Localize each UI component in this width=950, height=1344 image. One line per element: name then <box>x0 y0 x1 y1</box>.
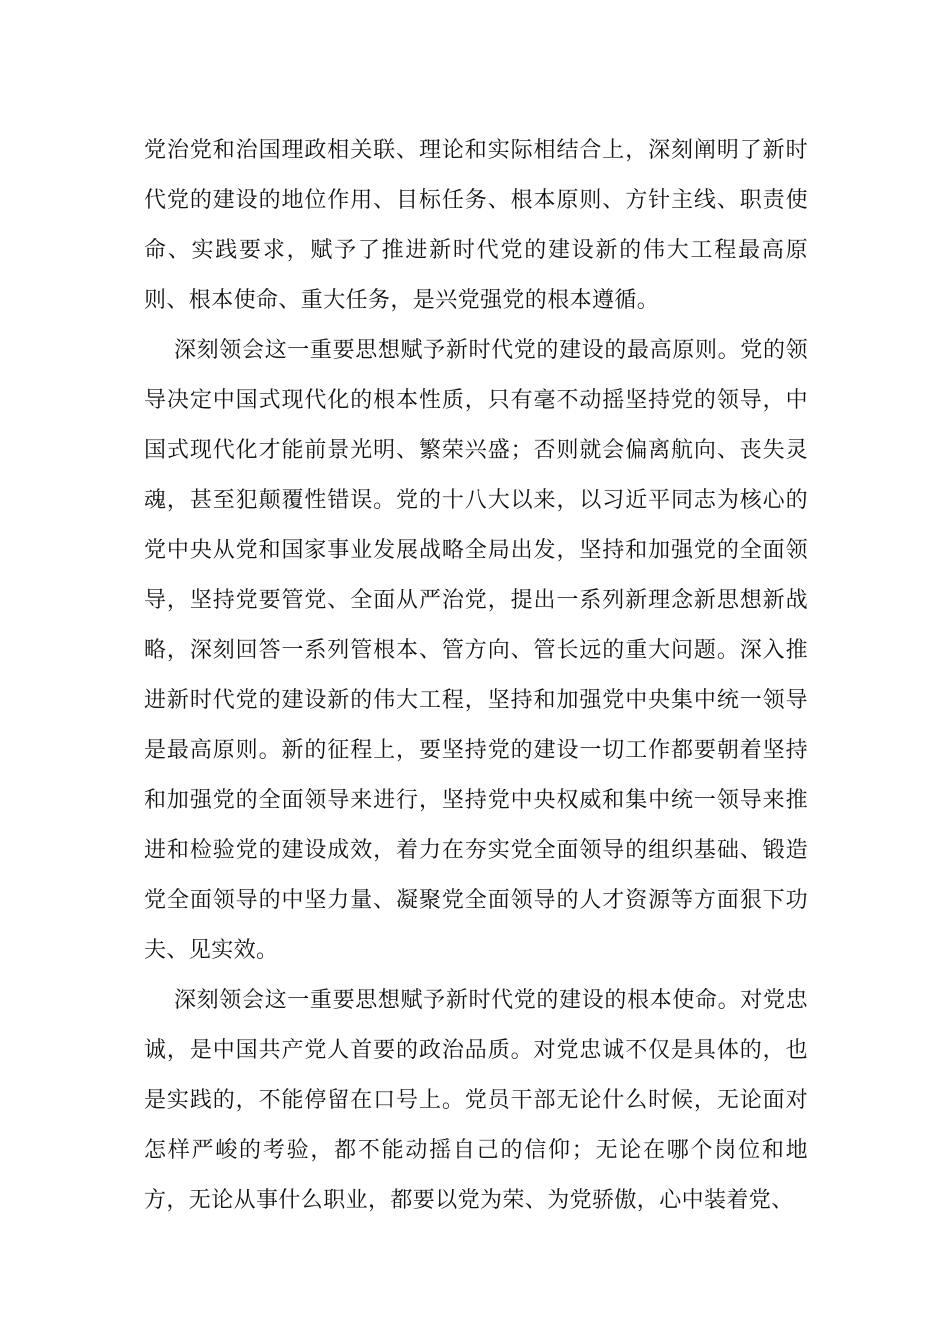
paragraph-continuation: 党治党和治国理政相关联、理论和实际相结合上，深刻阐明了新时代党的建设的地位作用、目标任务、根本原则、方针主线、职责使命、实践要求，赋予了推进新时代党的建设新的伟大工程最高原则、根本使命、重大任务，是兴党强党的根本遵循。 <box>144 138 808 313</box>
paragraph-fundamental-mission: 深刻领会这一重要思想赋予新时代党的建设的根本使命。对党忠诚，是中国共产党人首要的政治品质。对党忠诚不仅是具体的，也是实践的，不能停留在口号上。党员干部无论什么时候，无论面对怎样严峻的考验，都不能动摇自己的信仰；无论在哪个岗位和地方，无论从事什么职业，都要以党为荣、为党骄傲，心中装着党、 <box>144 988 808 1213</box>
paragraph-highest-principle: 深刻领会这一重要思想赋予新时代党的建设的最高原则。党的领导决定中国式现代化的根本性质，只有毫不动摇坚持党的领导，中国式现代化才能前景光明、繁荣兴盛；否则就会偏离航向、丧失灵魂，甚至犯颠覆性错误。党的十八大以来，以习近平同志为核心的党中央从党和国家事业发展战略全局出发，坚持和加强党的全面领导，坚持党要管党、全面从严治党，提出一系列新理念新思想新战略，深刻回答一系列管根本、管方向、管长远的重大问题。深入推进新时代党的建设新的伟大工程，坚持和加强党中央集中统一领导是最高原则。新的征程上，要坚持党的建设一切工作都要朝着坚持和加强党的全面领导来进行，坚持党中央权威和集中统一领导来推进和检验党的建设成效，着力在夯实党全面领导的组织基础、锻造党全面领导的中坚力量、凝聚党全面领导的人才资源等方面狠下功夫、见实效。 <box>144 338 808 963</box>
document-body <box>144 126 808 1226</box>
